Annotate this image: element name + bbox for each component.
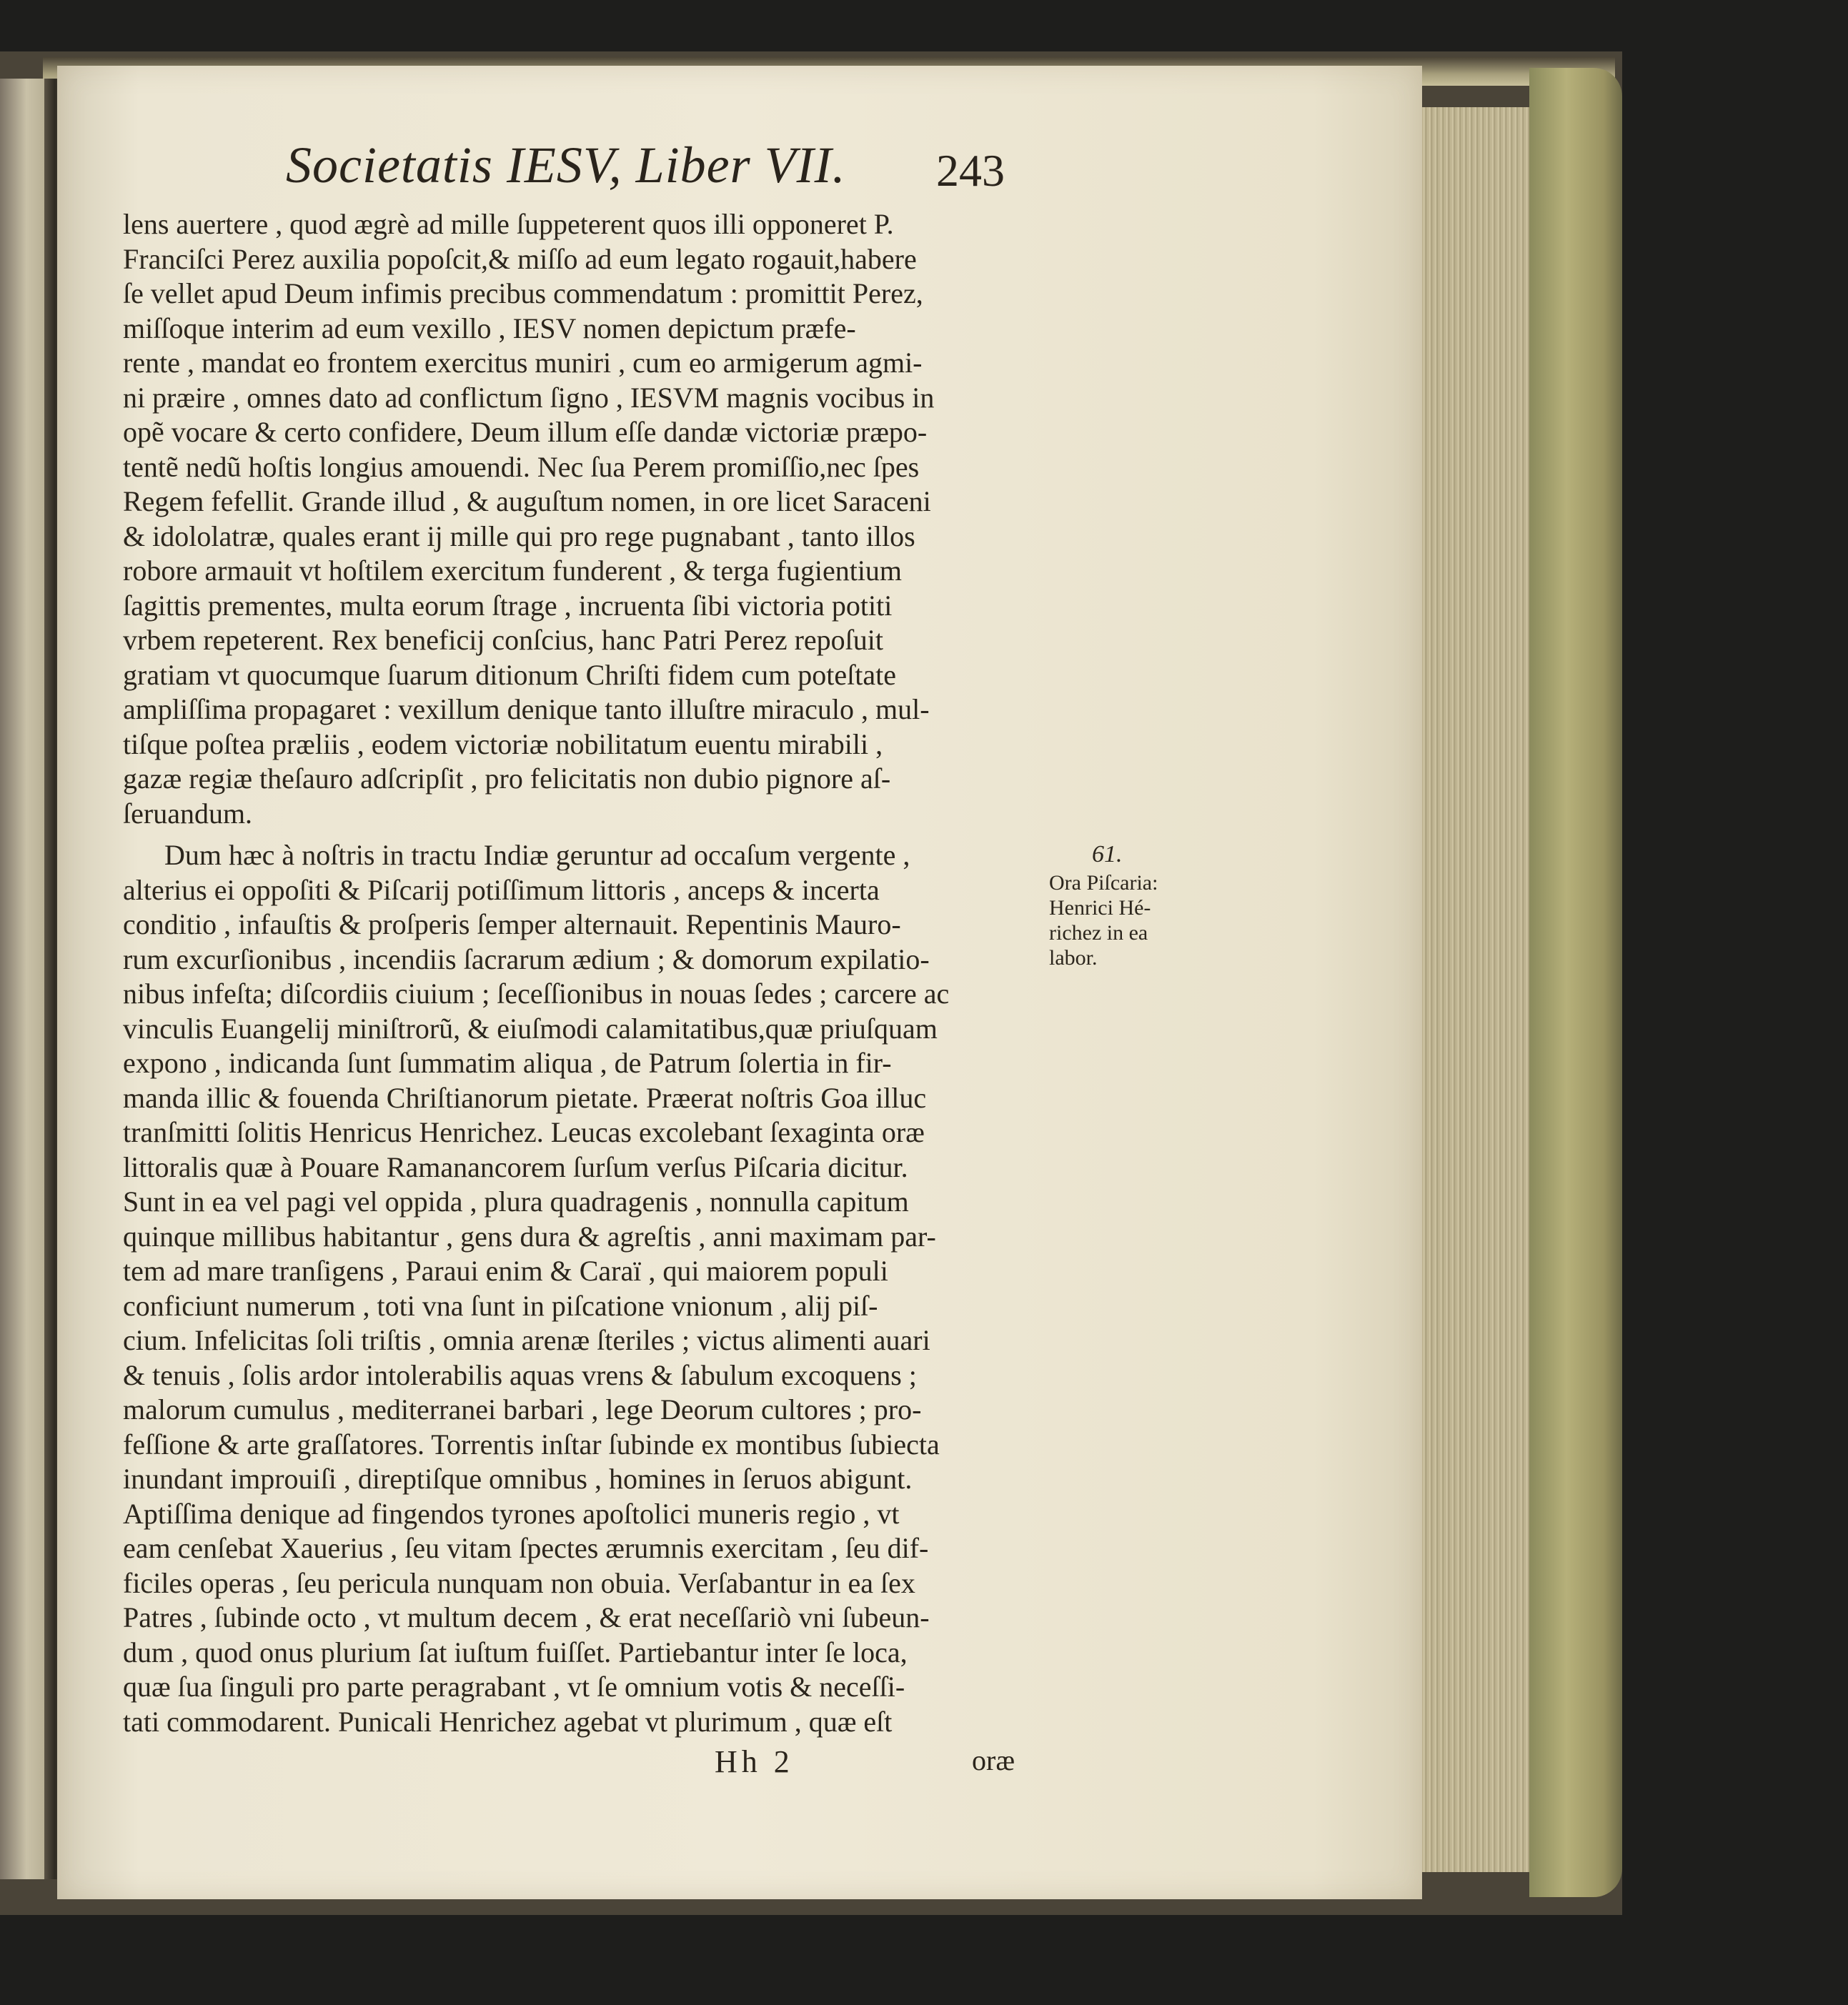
text-line: ficiles operas , ſeu pericula nunquam non obuia. Verſabantur in ea ſex: [123, 1566, 915, 1599]
text-line: tranſmitti ſolitis Henricus Henrichez. Leucas excolebant ſexaginta oræ: [123, 1116, 925, 1148]
page-fore-edge: [1422, 107, 1529, 1872]
text-line: ampliſſima propagaret : vexillum denique tanto illuſtre miraculo , mul-: [123, 693, 930, 725]
text-line: tentẽ nedũ hoſtis longius amouendi. Nec ſua Perem promiſſio,nec ſpes: [123, 450, 920, 483]
text-line: eam cenſebat Xauerius , ſeu vitam ſpectes ærumnis exercitam , ſeu dif-: [123, 1532, 929, 1564]
text-line: littoralis quæ à Pouare Ramanancorem ſurſum verſus Piſcaria dicitur.: [123, 1150, 908, 1183]
text-line: Aptiſſima denique ad fingendos tyrones apoſtolici muneris regio , vt: [123, 1497, 900, 1530]
cover-edge: [1529, 68, 1622, 1897]
text-line: robore armauit vt hoſtilem exercitum funderent , & terga fugientium: [123, 554, 903, 587]
text-line: expono , indicanda ſunt ſummatim aliqua , de Patrum ſolertia in fir-: [123, 1047, 892, 1079]
text-line: inundant improuiſi , direptiſque omnibus , homines in ſeruos abigunt.: [123, 1463, 913, 1495]
text-line: Regem fefellit. Grande illud , & auguſtum nomen, in ore licet Saraceni: [123, 485, 931, 517]
text-line: gazæ regiæ theſauro adſcripſit , pro felicitatis non dubio pignore aſ-: [123, 762, 891, 795]
text-line: Patres , ſubinde octo , vt multum decem , & erat neceſſariò vni ſubeun-: [123, 1601, 930, 1633]
text-line: nibus infeſta; diſcordiis ciuium ; ſeceſſionibus in nouas ſedes ; carcere ac: [123, 977, 950, 1010]
catchword: oræ: [972, 1744, 1015, 1776]
text-line: tati commodarent. Punicali Henrichez agebat vt plurimum , quæ eſt: [123, 1705, 893, 1738]
text-line: vrbem repeterent. Rex beneficij conſcius, hanc Patri Perez repoſuit: [123, 624, 884, 656]
text-line: Sunt in ea vel pagi vel oppida , plura quadragenis , nonnulla capitum: [123, 1185, 909, 1218]
text-line: rum excurſionibus , incendiis ſacrarum ædium ; & domorum expilatio-: [123, 942, 930, 975]
page-header: [286, 136, 1029, 214]
margin-note: [1049, 842, 1199, 970]
text-line: conditio , infauſtis & proſperis ſemper alternauit. Repentinis Mauro-: [123, 908, 901, 940]
text-line: opẽ vocare & certo confidere, Deum illum eſſe dandæ victoriæ præpo-: [123, 416, 928, 448]
margin-note-line: Ora Piſcaria:: [1049, 871, 1158, 895]
body-text: [123, 207, 1052, 1739]
left-page-edge: [0, 79, 44, 1879]
text-line: quinque millibus habitantur , gens dura & agreſtis , anni maximam par-: [123, 1220, 936, 1253]
margin-note-line: labor.: [1049, 946, 1098, 970]
page-number: 243: [936, 145, 1005, 196]
margin-note-number: 61.: [1092, 841, 1123, 867]
text-line: Dum hæc à noſtris in tractu Indiæ geruntur ad occaſum vergente ,: [164, 839, 910, 871]
paragraph-1: [123, 207, 1052, 831]
text-line: ſagittis prementes, multa eorum ſtrage , incruenta ſibi victoria potiti: [123, 589, 893, 622]
text-line: Franciſci Perez auxilia popoſcit,& miſſo ad eum legato rogauit,habere: [123, 242, 917, 275]
signature-mark: Hh 2: [715, 1744, 794, 1779]
text-line: & idololatræ, quales erant ij mille qui pro rege pugnabant , tanto illos: [123, 519, 915, 552]
text-line: lens auertere , quod ægrè ad mille ſuppeterent quos illi opponeret P.: [123, 208, 894, 240]
margin-note-line: Henrici Hé-: [1049, 896, 1151, 920]
text-line: tiſque poſtea præliis , eodem victoriæ nobilitatum euentu mirabili ,: [123, 727, 883, 760]
text-line: ſe vellet apud Deum infimis precibus commendatum : promittit Perez,: [123, 277, 923, 309]
text-line: rente , mandat eo frontem exercitus muniri , cum eo armigerum agmi-: [123, 347, 923, 379]
text-line: miſſoque interim ad eum vexillo , IESV nomen depictum præfe-: [123, 312, 856, 344]
text-line: malorum cumulus , mediterranei barbari , lege Deorum cultores ; pro-: [123, 1393, 922, 1426]
text-line: quæ ſua ſinguli pro parte peragrabant , vt ſe omnium votis & neceſſi-: [123, 1671, 905, 1703]
text-line: dum , quod onus plurium ſat iuſtum fuiſſet. Partiebantur inter ſe loca,: [123, 1636, 908, 1668]
text-line: gratiam vt quocumque ſuarum ditionum Chriſti fidem cum poteſtate: [123, 658, 896, 691]
text-line: feſſione & arte graſſatores. Torrentis inſtar ſubinde ex montibus ſubiecta: [123, 1428, 940, 1461]
text-line: vinculis Euangelij miniſtrorũ, & eiuſmodi calamitatibus,quæ priuſquam: [123, 1012, 938, 1045]
text-line: ni præire , omnes dato ad conflictum ſigno , IESVM magnis vocibus in: [123, 381, 935, 414]
text-line: alterius ei oppoſiti & Piſcarij potiſſimum littoris , anceps & incerta: [123, 873, 880, 906]
margin-note-line: richez in ea: [1049, 921, 1148, 945]
text-line: & tenuis , ſolis ardor intolerabilis aquas vrens & ſabulum excoquens ;: [123, 1358, 917, 1391]
text-line: cium. Infelicitas ſoli triſtis , omnia arenæ ſteriles ; victus alimenti auari: [123, 1324, 930, 1356]
text-line: tem ad mare tranſigens , Paraui enim & Caraï , qui maiorem populi: [123, 1255, 888, 1287]
text-line: conficiunt numerum , toti vna ſunt in piſcatione vnionum , alij piſ-: [123, 1289, 878, 1322]
text-line: manda illic & fouenda Chriſtianorum pietate. Præerat noſtris Goa illuc: [123, 1081, 927, 1114]
text-line: ſeruandum.: [123, 797, 253, 830]
paragraph-2: [123, 838, 1052, 1739]
running-title: Societatis IESV, Liber VII.: [286, 136, 846, 194]
